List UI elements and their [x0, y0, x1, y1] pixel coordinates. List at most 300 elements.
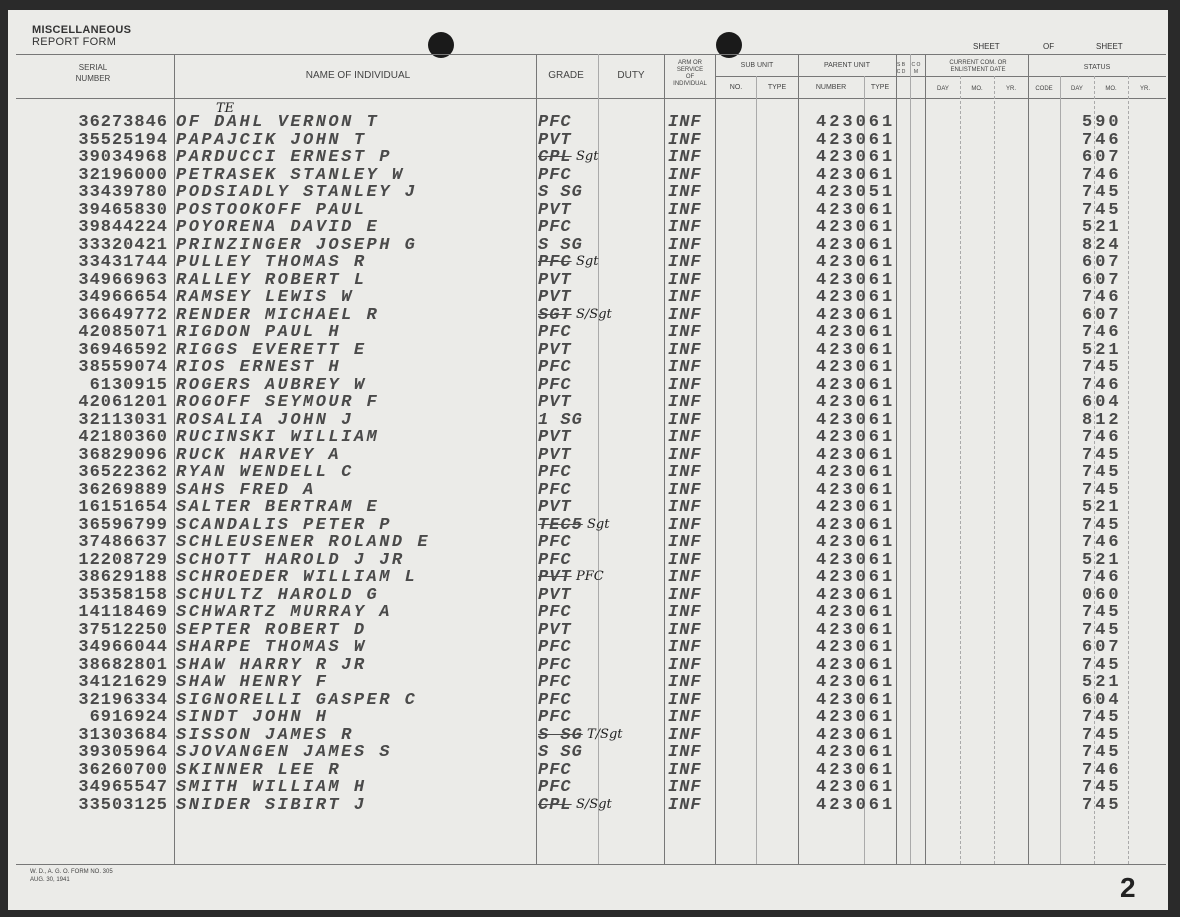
serial-number: 36596799: [78, 515, 168, 535]
serial-number: 6916924: [89, 708, 168, 727]
rule-status-code: [1060, 76, 1061, 864]
individual-name: SNIDER SIBIRT J: [176, 795, 367, 815]
individual-name: PODSIADLY STANLEY J: [176, 183, 418, 202]
status-value: 746: [1082, 568, 1122, 587]
individual-name: PARDUCCI ERNEST P: [176, 148, 392, 167]
individual-name: PETRASEK STANLEY W: [176, 165, 405, 185]
status-code-header: CODE: [1035, 86, 1053, 92]
parent-unit-number: 423061: [816, 340, 896, 360]
grade-value: PFC: [538, 358, 572, 377]
parent-unit-number: 423061: [816, 725, 896, 745]
parent-unit-number: 423061: [816, 533, 896, 552]
duty-arm-value: INF: [668, 340, 702, 360]
grade-value: PFC: [538, 218, 572, 237]
individual-name: PAPAJCIK JOHN T: [176, 130, 367, 150]
individual-name: SHAW HARRY R JR: [176, 655, 367, 675]
rule-after-name: [536, 54, 537, 864]
grade-handwritten-note: S/Sgt: [576, 796, 612, 812]
serial-number: 34966963: [78, 270, 168, 290]
duty-arm-value: INF: [668, 358, 702, 377]
grade-value: PFC: [538, 533, 572, 552]
duty-arm-value: INF: [668, 778, 702, 797]
grade-value: S SG: [538, 725, 583, 745]
header-mid-rule: [716, 76, 1166, 77]
grade-value: CPL: [538, 795, 572, 815]
rule-status-mo: [1128, 76, 1129, 864]
rule-after-com: [925, 54, 926, 864]
parent-unit-number: 423061: [816, 498, 896, 517]
parent-unit-number: 423051: [816, 183, 896, 202]
grade-value: PFC: [538, 673, 572, 692]
rule-after-serial: [174, 54, 175, 864]
individual-name: SCHULTZ HAROLD G: [176, 585, 380, 605]
grade-handwritten-note: S/Sgt: [576, 306, 612, 322]
grade-value: PFC: [538, 778, 572, 797]
parent-unit-number: 423061: [816, 410, 896, 430]
grade-value: PVT: [538, 568, 572, 587]
form-title-line1: MISCELLANEOUS: [32, 24, 132, 36]
serial-number: 39844224: [78, 218, 168, 237]
status-day-header: DAY: [1071, 86, 1083, 92]
sbcd-header: S B C D: [896, 62, 906, 75]
parent-unit-number: 423061: [816, 253, 896, 272]
serial-number: 33503125: [78, 795, 168, 815]
cur-day-header: DAY: [937, 86, 949, 92]
name-header: NAME OF INDIVIDUAL: [305, 70, 411, 81]
serial-number: 34965547: [78, 778, 168, 797]
rule-after-sub: [798, 54, 799, 864]
individual-name: SCHOTT HAROLD J JR: [176, 550, 405, 570]
serial-number: 42061201: [78, 393, 168, 412]
status-value: 746: [1082, 288, 1122, 307]
duty-arm-value: INF: [668, 708, 702, 727]
status-value: 746: [1082, 130, 1122, 150]
duty-arm-value: INF: [668, 743, 702, 762]
individual-name: RUCK HARVEY A: [176, 445, 342, 465]
name-correction-note: TE: [216, 101, 235, 116]
serial-number: 33320421: [78, 235, 168, 255]
serial-number: 42085071: [78, 323, 168, 342]
status-value: 745: [1082, 480, 1122, 500]
serial-number: 34966044: [78, 638, 168, 657]
duty-arm-value: INF: [668, 550, 702, 570]
individual-name: SISSON JAMES R: [176, 725, 354, 745]
arm-header: [665, 60, 715, 88]
rule-after-grade: [598, 54, 599, 864]
sub-type-header: TYPE: [767, 84, 787, 91]
duty-arm-value: INF: [668, 673, 702, 692]
individual-name: ROGOFF SEYMOUR F: [176, 393, 380, 412]
serial-number: 36829096: [78, 445, 168, 465]
duty-arm-value: INF: [668, 288, 702, 307]
duty-arm-value: INF: [668, 410, 702, 430]
duty-arm-value: INF: [668, 393, 702, 412]
grade-value: PFC: [538, 550, 572, 570]
individual-name: ROSALIA JOHN J: [176, 410, 354, 430]
parent-unit-number: 423061: [816, 778, 896, 797]
status-value: 746: [1082, 323, 1122, 342]
parent-unit-number: 423061: [816, 218, 896, 237]
parent-unit-number: 423061: [816, 393, 896, 412]
serial-number: 39305964: [78, 743, 168, 762]
com-header: C O M: [911, 62, 921, 75]
individual-name: SCHROEDER WILLIAM L: [176, 568, 418, 587]
duty-arm-value: INF: [668, 253, 702, 272]
cur-yr-header: YR.: [1005, 86, 1016, 92]
duty-arm-value: INF: [668, 270, 702, 290]
parent-unit-number: 423061: [816, 358, 896, 377]
parent-unit-number: 423061: [816, 375, 896, 395]
status-value: 746: [1082, 428, 1122, 447]
rule-after-arm: [715, 54, 716, 864]
parent-unit-number: 423061: [816, 445, 896, 465]
form-title-line2: REPORT FORM: [32, 36, 117, 48]
serial-number: 36946592: [78, 340, 168, 360]
parent-unit-number: 423061: [816, 288, 896, 307]
parent-unit-number: 423061: [816, 463, 896, 482]
individual-name: SALTER BERTRAM E: [176, 498, 380, 517]
parent-unit-number: 423061: [816, 305, 896, 325]
serial-number: 38629188: [78, 568, 168, 587]
duty-arm-value: INF: [668, 480, 702, 500]
current-com-line2: ENLISTMENT DATE: [950, 67, 1006, 73]
parent-unit-number: 423061: [816, 550, 896, 570]
rule-after-duty: [664, 54, 665, 864]
status-value: 521: [1082, 340, 1122, 360]
parent-unit-number: 423061: [816, 795, 896, 815]
duty-arm-value: INF: [668, 795, 702, 815]
parent-unit-number: 423061: [816, 323, 896, 342]
parent-unit-number: 423061: [816, 200, 896, 220]
grade-value: PFC: [538, 113, 572, 132]
duty-arm-value: INF: [668, 603, 702, 622]
serial-number: 38559074: [78, 358, 168, 377]
status-value: 824: [1082, 235, 1122, 255]
parent-unit-number: 423061: [816, 673, 896, 692]
duty-arm-value: INF: [668, 200, 702, 220]
serial-number: 14118469: [78, 603, 168, 622]
status-value: 745: [1082, 463, 1122, 482]
status-value: 590: [1082, 113, 1122, 132]
duty-arm-value: INF: [668, 375, 702, 395]
status-value: 607: [1082, 305, 1122, 325]
duty-arm-value: INF: [668, 655, 702, 675]
status-value: 521: [1082, 550, 1122, 570]
grade-value: PVT: [538, 585, 572, 605]
grade-value: PFC: [538, 760, 572, 780]
grade-value: PFC: [538, 253, 572, 272]
duty-arm-value: INF: [668, 498, 702, 517]
status-value: 746: [1082, 760, 1122, 780]
serial-number: 12208729: [78, 550, 168, 570]
status-value: 745: [1082, 445, 1122, 465]
rule-sub-mid: [756, 76, 757, 864]
serial-number: 35358158: [78, 585, 168, 605]
arm-header-line2: SERVICE: [676, 67, 704, 73]
status-value: 745: [1082, 795, 1122, 815]
status-value: 745: [1082, 358, 1122, 377]
grade-value: PVT: [538, 393, 572, 412]
status-value: 812: [1082, 410, 1122, 430]
duty-arm-value: INF: [668, 620, 702, 640]
serial-number: 33439780: [78, 183, 168, 202]
parent-unit-number: 423061: [816, 515, 896, 535]
duty-arm-value: INF: [668, 533, 702, 552]
sheet-label: SHEET: [973, 42, 1000, 51]
status-value: 607: [1082, 148, 1122, 167]
duty-arm-value: INF: [668, 515, 702, 535]
individual-name: PRINZINGER JOSEPH G: [176, 235, 418, 255]
serial-number: 37486637: [78, 533, 168, 552]
duty-arm-value: INF: [668, 463, 702, 482]
individual-name: ROGERS AUBREY W: [176, 375, 367, 395]
parent-number-header: NUMBER: [815, 84, 847, 91]
serial-number: 6130915: [89, 375, 168, 395]
serial-number: 34121629: [78, 673, 168, 692]
individual-name: RAMSEY LEWIS W: [176, 288, 354, 307]
serial-number: 42180360: [78, 428, 168, 447]
individual-name: RENDER MICHAEL R: [176, 305, 380, 325]
parent-type-header: TYPE: [870, 84, 890, 91]
grade-header: GRADE: [548, 70, 584, 81]
duty-arm-value: INF: [668, 568, 702, 587]
of-label: OF: [1043, 42, 1055, 51]
status-value: 745: [1082, 183, 1122, 202]
arm-header-line1: ARM OR: [678, 60, 702, 66]
rule-sbcd: [910, 54, 911, 864]
grade-value: CPL: [538, 148, 572, 167]
grade-value: 1 SG: [538, 410, 583, 430]
status-mo-header: MO.: [1105, 86, 1117, 92]
grade-value: PFC: [538, 708, 572, 727]
grade-value: PFC: [538, 480, 572, 500]
grade-handwritten-note: Sgt: [576, 149, 599, 164]
individual-name: RIGDON PAUL H: [176, 323, 342, 342]
grade-value: PVT: [538, 620, 572, 640]
individual-name: SKINNER LEE R: [176, 760, 342, 780]
report-form-sheet: [8, 10, 1168, 910]
parent-unit-number: 423061: [816, 690, 896, 710]
serial-number: 34966654: [78, 288, 168, 307]
status-value: 607: [1082, 253, 1122, 272]
serial-number: 33431744: [78, 253, 168, 272]
serial-number: 31303684: [78, 725, 168, 745]
individual-name: RIOS ERNEST H: [176, 358, 342, 377]
grade-value: PVT: [538, 130, 572, 150]
duty-arm-value: INF: [668, 585, 702, 605]
serial-number: 36522362: [78, 463, 168, 482]
page-number: 2: [1120, 872, 1136, 903]
duty-arm-value: INF: [668, 218, 702, 237]
serial-header: [48, 62, 138, 84]
individual-name: SCHLEUSENER ROLAND E: [176, 533, 431, 552]
parent-unit-number: 423061: [816, 270, 896, 290]
rule-cur-mo: [994, 76, 995, 864]
duty-arm-value: INF: [668, 235, 702, 255]
serial-number: 37512250: [78, 620, 168, 640]
grade-value: PFC: [538, 638, 572, 657]
grade-handwritten-note: PFC: [576, 569, 604, 584]
status-header: STATUS: [1083, 64, 1111, 71]
sheet-label-2: SHEET: [1096, 42, 1123, 51]
status-value: 060: [1082, 585, 1122, 605]
parent-unit-number: 423061: [816, 235, 896, 255]
individual-name: OF DAHL VERNON T: [176, 113, 380, 132]
status-value: 745: [1082, 743, 1122, 762]
grade-value: PVT: [538, 270, 572, 290]
individual-name: SJOVANGEN JAMES S: [176, 743, 392, 762]
grade-value: PVT: [538, 428, 572, 447]
parent-unit-number: 423061: [816, 148, 896, 167]
parent-unit-header: PARENT UNIT: [823, 62, 871, 69]
grade-handwritten-note: T/Sgt: [587, 726, 623, 742]
serial-number: 32196334: [78, 690, 168, 710]
status-value: 745: [1082, 725, 1122, 745]
status-value: 521: [1082, 673, 1122, 692]
grade-handwritten-note: Sgt: [587, 516, 610, 532]
grade-value: TEC5: [538, 515, 583, 535]
status-yr-header: YR.: [1139, 86, 1150, 92]
status-value: 745: [1082, 620, 1122, 640]
parent-unit-number: 423061: [816, 743, 896, 762]
individual-name: SHARPE THOMAS W: [176, 638, 367, 657]
individual-name: SMITH WILLIAM H: [176, 778, 367, 797]
serial-number: 36273846: [78, 113, 168, 132]
individual-name: SCANDALIS PETER P: [176, 515, 392, 535]
individual-name: POYORENA DAVID E: [176, 218, 380, 237]
grade-value: PFC: [538, 165, 572, 185]
duty-arm-value: INF: [668, 148, 702, 167]
bottom-rule: [16, 864, 1166, 865]
parent-unit-number: 423061: [816, 638, 896, 657]
parent-unit-number: 423061: [816, 620, 896, 640]
grade-value: PFC: [538, 603, 572, 622]
serial-number: 16151654: [78, 498, 168, 517]
serial-header-line2: NUMBER: [75, 74, 111, 83]
status-value: 745: [1082, 603, 1122, 622]
parent-unit-number: 423061: [816, 480, 896, 500]
parent-unit-number: 423061: [816, 165, 896, 185]
serial-number: 39465830: [78, 200, 168, 220]
status-value: 521: [1082, 498, 1122, 517]
grade-value: SGT: [538, 305, 572, 325]
duty-arm-value: INF: [668, 165, 702, 185]
grade-value: PFC: [538, 655, 572, 675]
individual-name: SEPTER ROBERT D: [176, 620, 367, 640]
header-top-rule: [16, 54, 1166, 55]
parent-unit-number: 423061: [816, 428, 896, 447]
duty-arm-value: INF: [668, 638, 702, 657]
footer-line1: W. D., A. G. O. FORM NO. 305: [30, 869, 113, 875]
grade-value: PFC: [538, 463, 572, 482]
sub-no-header: NO.: [729, 84, 743, 91]
rule-cur-day: [960, 76, 961, 864]
serial-number: 36260700: [78, 760, 168, 780]
status-value: 745: [1082, 515, 1122, 535]
individual-name: POSTOOKOFF PAUL: [176, 200, 367, 220]
serial-number: 36649772: [78, 305, 168, 325]
status-value: 745: [1082, 708, 1122, 727]
current-com-line1: CURRENT COM. OR: [949, 60, 1007, 66]
duty-arm-value: INF: [668, 445, 702, 465]
duty-header: DUTY: [617, 70, 645, 81]
grade-value: PFC: [538, 690, 572, 710]
parent-unit-number: 423061: [816, 568, 896, 587]
parent-unit-number: 423061: [816, 113, 896, 132]
individual-name: SHAW HENRY F: [176, 673, 329, 692]
form-title: [32, 24, 131, 48]
serial-header-line1: SERIAL: [78, 63, 108, 72]
duty-arm-value: INF: [668, 113, 702, 132]
status-value: 607: [1082, 270, 1122, 290]
individual-name: RALLEY ROBERT L: [176, 270, 367, 290]
status-value: 746: [1082, 533, 1122, 552]
individual-name: RYAN WENDELL C: [176, 463, 354, 482]
duty-arm-value: INF: [668, 323, 702, 342]
status-value: 745: [1082, 200, 1122, 220]
grade-value: PVT: [538, 340, 572, 360]
serial-number: 35525194: [78, 130, 168, 150]
cur-mo-header: MO.: [971, 86, 983, 92]
individual-name: SCHWARTZ MURRAY A: [176, 603, 392, 622]
serial-number: 32196000: [78, 165, 168, 185]
grade-handwritten-note: Sgt: [576, 254, 599, 269]
serial-number: 38682801: [78, 655, 168, 675]
serial-number: 32113031: [78, 410, 168, 430]
grade-value: PVT: [538, 200, 572, 220]
duty-arm-value: INF: [668, 760, 702, 780]
status-value: 745: [1082, 778, 1122, 797]
individual-name: SINDT JOHN H: [176, 708, 329, 727]
parent-unit-number: 423061: [816, 760, 896, 780]
grade-value: PFC: [538, 323, 572, 342]
status-value: 521: [1082, 218, 1122, 237]
parent-unit-number: 423061: [816, 708, 896, 727]
arm-header-line4: INDIVIDUAL: [673, 81, 707, 87]
status-value: 746: [1082, 165, 1122, 185]
parent-unit-number: 423061: [816, 585, 896, 605]
status-value: 746: [1082, 375, 1122, 395]
individual-name: SAHS FRED A: [176, 480, 316, 500]
grade-value: S SG: [538, 235, 583, 255]
status-value: 604: [1082, 393, 1122, 412]
duty-arm-value: INF: [668, 305, 702, 325]
rule-after-current: [1028, 54, 1029, 864]
grade-value: S SG: [538, 183, 583, 202]
arm-header-line3: OF: [685, 74, 695, 80]
grade-value: PVT: [538, 288, 572, 307]
parent-unit-number: 423061: [816, 603, 896, 622]
serial-number: 36269889: [78, 480, 168, 500]
grade-value: PVT: [538, 445, 572, 465]
grade-value: PFC: [538, 375, 572, 395]
duty-arm-value: INF: [668, 130, 702, 150]
parent-unit-number: 423061: [816, 655, 896, 675]
grade-value: PVT: [538, 498, 572, 517]
individual-name: PULLEY THOMAS R: [176, 253, 367, 272]
form-footer: [30, 868, 113, 884]
duty-arm-value: INF: [668, 428, 702, 447]
duty-arm-value: INF: [668, 725, 702, 745]
status-value: 607: [1082, 638, 1122, 657]
grade-value: S SG: [538, 743, 583, 762]
status-value: 745: [1082, 655, 1122, 675]
current-com-header: [926, 60, 1030, 74]
sub-unit-header: SUB UNIT: [740, 62, 774, 69]
individual-name: RIGGS EVERETT E: [176, 340, 367, 360]
footer-line2: AUG. 30, 1941: [30, 877, 70, 883]
duty-arm-value: INF: [668, 690, 702, 710]
